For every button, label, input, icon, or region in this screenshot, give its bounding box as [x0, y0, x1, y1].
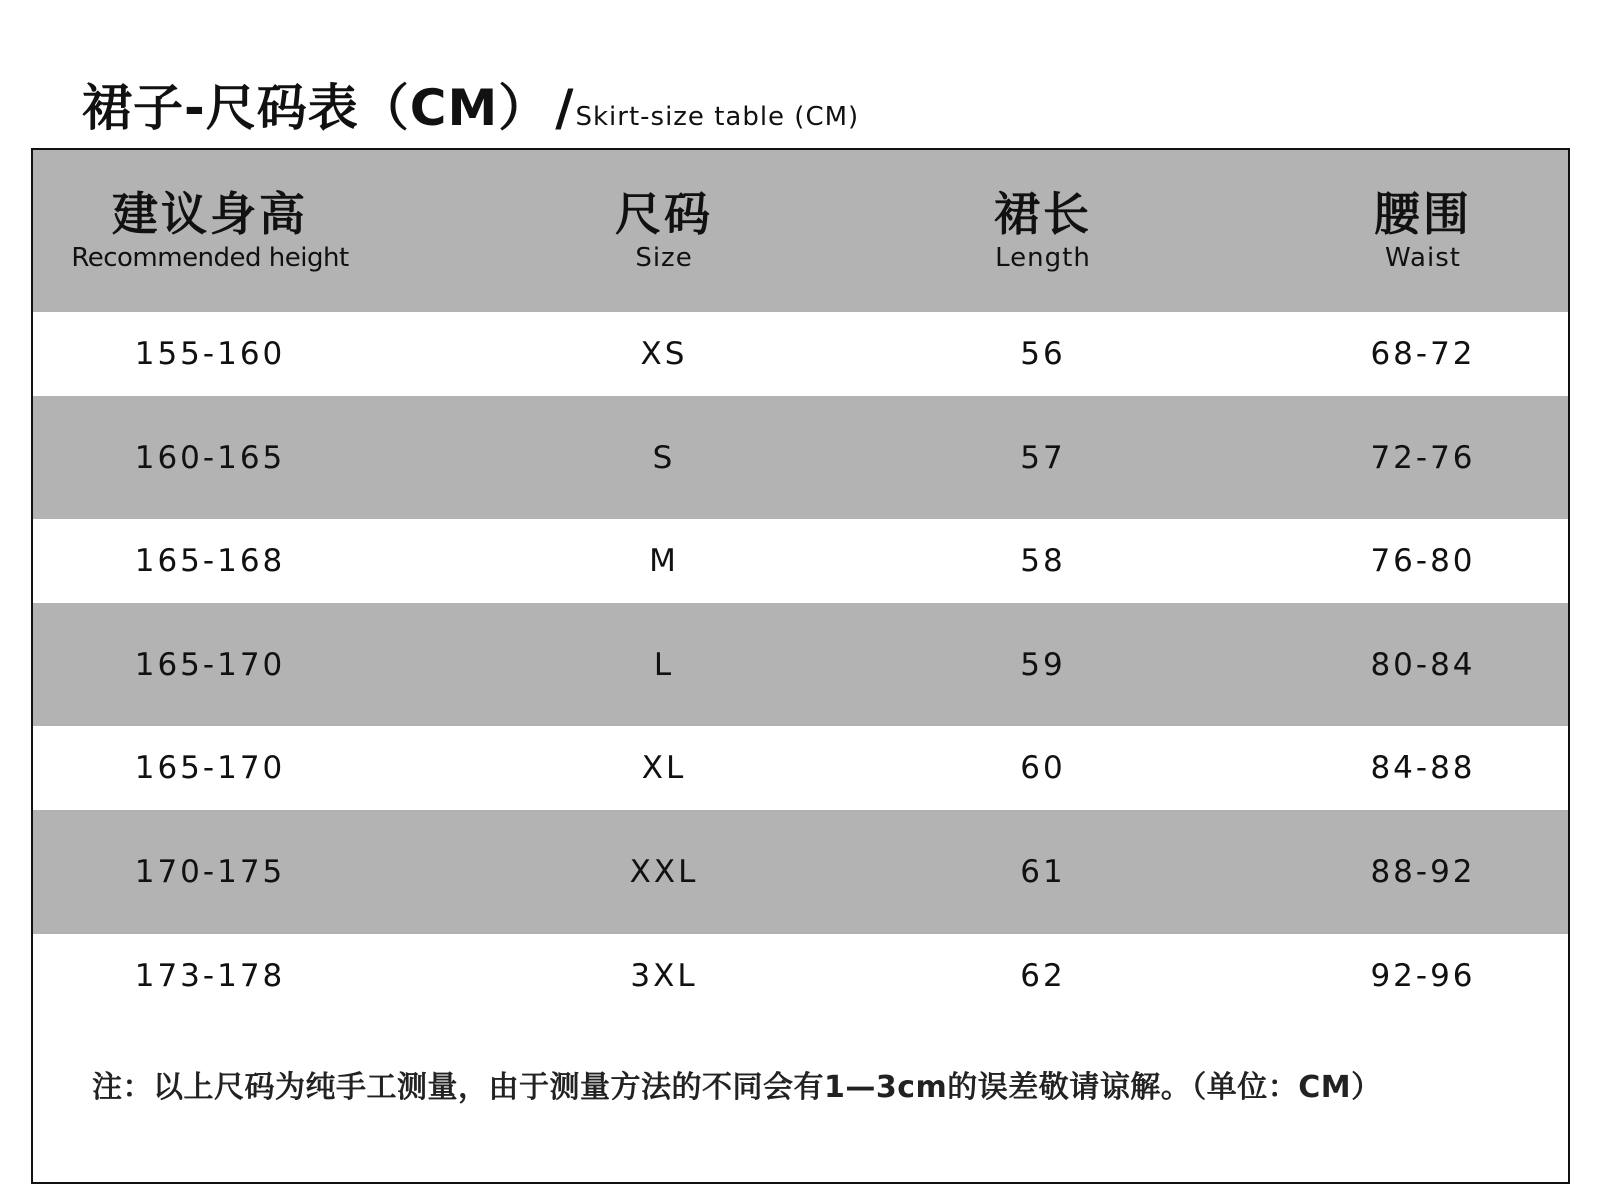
cell-length [853, 810, 1233, 934]
table-header-row [33, 150, 1568, 312]
cell-waist [1233, 519, 1600, 603]
cell-height [20, 519, 400, 603]
cell-size-value: M [649, 543, 679, 579]
table-row [33, 396, 1568, 519]
header-size-en: Size [635, 243, 693, 273]
cell-size [474, 934, 854, 1018]
cell-length-value: 60 [1020, 750, 1066, 786]
cell-height [20, 312, 400, 396]
cell-size [474, 519, 854, 603]
table-row [33, 312, 1568, 396]
page-title [82, 68, 859, 138]
cell-height [20, 726, 400, 810]
title-subtitle: Skirt-size table (CM) [575, 102, 860, 132]
cell-height-value: 155-160 [134, 336, 286, 372]
cell-height [20, 396, 400, 519]
cell-waist-value: 92-96 [1370, 958, 1476, 994]
cell-length [853, 519, 1233, 603]
cell-size-value: S [652, 439, 676, 476]
cell-length-value: 56 [1020, 336, 1066, 372]
cell-length [853, 934, 1233, 1018]
cell-waist [1233, 603, 1600, 726]
header-height-en: Recommended height [71, 243, 349, 273]
cell-size-value: XS [640, 336, 688, 372]
header-length-zh: 裙长 [994, 187, 1092, 241]
table-row [33, 934, 1568, 1018]
cell-waist-value: 88-92 [1370, 854, 1476, 890]
cell-waist [1233, 396, 1600, 519]
header-length-en: Length [995, 243, 1091, 273]
footnote: 注：以上尺码为纯手工测量，由于测量方法的不同会有1—3cm的误差敬请谅解。（单位：CM） [92, 1070, 1382, 1105]
cell-size [474, 312, 854, 396]
cell-length [853, 396, 1233, 519]
cell-length-value: 58 [1020, 543, 1066, 579]
cell-length-value: 57 [1020, 439, 1066, 476]
cell-waist-value: 80-84 [1370, 646, 1476, 683]
cell-height-value: 165-168 [134, 543, 286, 579]
cell-height-value: 160-165 [134, 439, 286, 476]
cell-length [853, 603, 1233, 726]
cell-length-value: 59 [1020, 646, 1066, 683]
title-slash: / [555, 79, 574, 137]
cell-height [20, 934, 400, 1018]
cell-height [20, 603, 400, 726]
table-row [33, 603, 1568, 726]
cell-height [20, 810, 400, 934]
cell-waist-value: 84-88 [1370, 750, 1476, 786]
cell-length-value: 62 [1020, 958, 1066, 994]
header-waist-en: Waist [1385, 243, 1461, 273]
cell-size-value: L [653, 646, 675, 683]
header-size-zh: 尺码 [615, 187, 713, 241]
cell-waist [1233, 934, 1600, 1018]
cell-length [853, 726, 1233, 810]
cell-waist [1233, 726, 1600, 810]
header-length [853, 150, 1233, 312]
cell-height-value: 170-175 [134, 854, 286, 890]
size-table [31, 148, 1570, 1184]
cell-length-value: 61 [1020, 854, 1066, 890]
cell-size [474, 726, 854, 810]
cell-waist [1233, 810, 1600, 934]
title-main: 裙子-尺码表（CM） [82, 79, 550, 137]
table-row [33, 810, 1568, 934]
cell-height-value: 165-170 [134, 750, 286, 786]
cell-waist [1233, 312, 1600, 396]
cell-size-value: XXL [629, 854, 699, 890]
cell-waist-value: 76-80 [1370, 543, 1476, 579]
header-waist [1233, 150, 1600, 312]
cell-size [474, 396, 854, 519]
cell-waist-value: 72-76 [1370, 439, 1476, 476]
table-row [33, 519, 1568, 603]
cell-length [853, 312, 1233, 396]
header-size [474, 150, 854, 312]
cell-height-value: 165-170 [134, 646, 286, 683]
cell-size-value: 3XL [630, 958, 698, 994]
header-waist-zh: 腰围 [1374, 187, 1472, 241]
cell-size [474, 603, 854, 726]
cell-size [474, 810, 854, 934]
table-row [33, 726, 1568, 810]
cell-size-value: XL [641, 750, 687, 786]
cell-waist-value: 68-72 [1370, 336, 1476, 372]
header-height [20, 150, 400, 312]
header-height-zh: 建议身高 [112, 187, 308, 241]
cell-height-value: 173-178 [134, 958, 286, 994]
